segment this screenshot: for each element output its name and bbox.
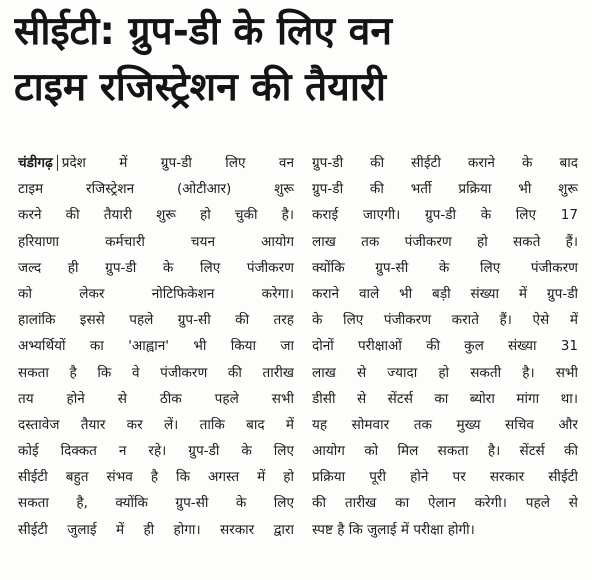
article-line: आयोग को मिल सकता है। सेंटर्स की [312, 443, 578, 460]
article-line: ग्रुप-डी की भर्ती प्रक्रिया भी शुरू [312, 181, 578, 198]
article-line: यह सोमवार तक मुख्य सचिव और [312, 416, 578, 433]
article-line: प्रदेश में ग्रुप-डी लिए वन [61, 155, 294, 171]
article-line: कोई दिक्कत न रहे। ग्रुप-डी के लिए [18, 443, 294, 460]
article-line: सीईटी बहुत संभव है कि अगस्त में हो [18, 469, 294, 486]
headline-line-1: सीईटी: ग्रुप-डी के लिए वन [14, 9, 392, 54]
article-line: तय होने से ठीक पहले सभी [18, 390, 294, 407]
article-line: को लेकर नोटिफिकेशन करेगा। [18, 285, 294, 302]
article-line: कराने वाले भी बड़ी संख्या में ग्रुप-डी [312, 285, 578, 302]
article-line: क्योंकि ग्रुप-सी के लिए पंजीकरण [312, 259, 578, 276]
article-line: लाख तक पंजीकरण हो सकते हैं। [312, 233, 578, 250]
dateline-separator [57, 155, 58, 171]
article-line: सकता है, क्योंकि ग्रुप-सी के लिए [18, 495, 294, 512]
article-line: ग्रुप-डी की सीईटी कराने के बाद [312, 155, 578, 171]
article-line: दस्तावेज तैयार कर लें। ताकि बाद में [18, 416, 294, 433]
article-line: टाइम रजिस्ट्रेशन (ओटीआर) शुरू [18, 181, 294, 198]
article-line: लाख से ज्यादा हो सकती है। सभी [312, 364, 578, 381]
article-line: डीसी से सेंटर्स का ब्योरा मांगा था। [312, 390, 578, 407]
article-line: हालांकि इससे पहले ग्रुप-सी की तरह [18, 312, 294, 329]
article-line: सीईटी जुलाई में ही होगा। सरकार द्वारा [18, 521, 294, 538]
article-line: करने की तैयारी शुरू हो चुकी है। [18, 207, 294, 224]
headline-line-2: टाइम रजिस्ट्रेशन की तैयारी [14, 65, 386, 110]
dateline: चंडीगढ़ [18, 155, 53, 171]
article-first-line [18, 150, 294, 176]
article-line: सकता है कि वे पंजीकरण की तारीख [18, 364, 294, 381]
article-column-right [312, 150, 578, 574]
article-line: जल्द ही ग्रुप-डी के लिए पंजीकरण [18, 259, 294, 276]
article-line: दोनों परीक्षाओं की कुल संख्या 31 [312, 338, 578, 355]
article-line: की तारीख का ऐलान करेगी। पहले से [312, 495, 578, 512]
article-line: कराई जाएगी। ग्रुप-डी के लिए 17 [312, 207, 578, 224]
article-body [18, 150, 578, 574]
article-line: प्रक्रिया पूरी होने पर सरकार सीईटी [312, 469, 578, 486]
article-line: अभ्यर्थियों का 'आह्वान' भी किया जा [18, 338, 294, 355]
article-line: हरियाणा कर्मचारी चयन आयोग [18, 233, 294, 250]
article-column-left [18, 150, 294, 574]
article-line: के लिए पंजीकरण कराते हैं। ऐसे में [312, 312, 578, 329]
article-line: स्पष्ट है कि जुलाई में परीक्षा होगी। [312, 521, 475, 538]
